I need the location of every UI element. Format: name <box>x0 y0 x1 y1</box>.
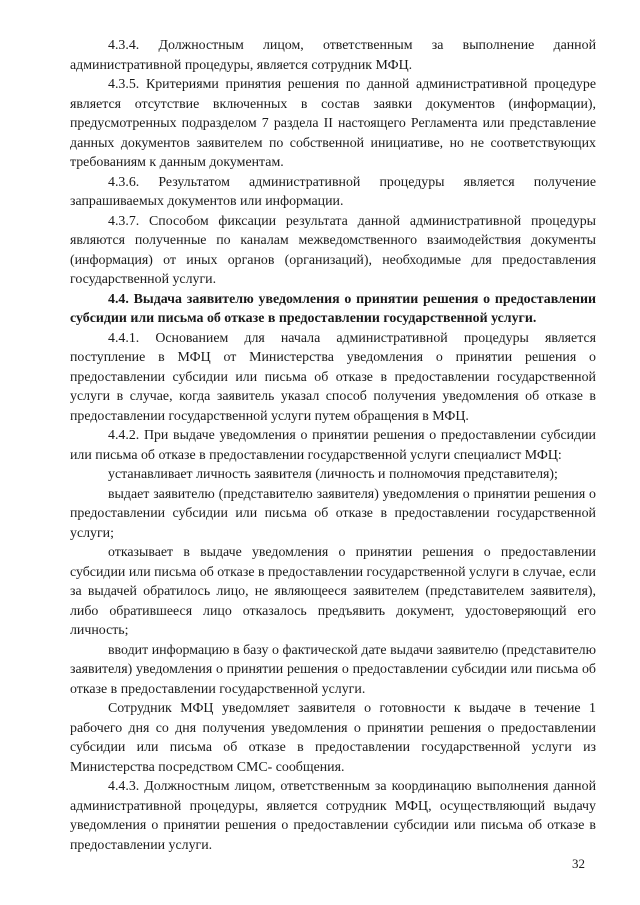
page-number: 32 <box>572 856 585 871</box>
paragraph-4-3-4: 4.3.4. Должностным лицом, ответственным за выполнение данной административной процедуры, является сотрудник МФЦ. <box>70 38 596 73</box>
paragraph-4-4-2: 4.4.2. При выдаче уведомления о принятии решения о предоставлении субсидии или письма об отказе в предоставлении государственной услуги специалист МФЦ: <box>70 428 596 463</box>
paragraph-4-3-6: 4.3.6. Результатом административной процедуры является получение запрашиваемых документов или информации. <box>70 174 596 209</box>
list-item-identity-check: устанавливает личность заявителя (личность и полномочия представителя); <box>108 467 558 482</box>
paragraph-4-4-1: 4.4.1. Основанием для начала административной процедуры является поступление в МФЦ от Министерства уведомления о принятии решения о предоставлении субсидии или письма об отказе в предоставлении государственной услуги в случае, когда заявитель указал способ получения уведомления об отказе в предоставлении государственной услуги путем обращения в МФЦ. <box>70 330 596 424</box>
list-item-refusal: отказывает в выдаче уведомления о принятии решения о предоставлении субсидии или письма об отказе в предоставлении государственной услуги в случае, если за выдачей обратилось лицо, не являющееся заявителем (представителем заявителя), либо обратившееся лицо отказалось предъявить документ, удостоверяющий его личность; <box>70 545 596 638</box>
paragraph-4-3-5: 4.3.5. Критериями принятия решения по данной административной процедуре является отсутствие включенных в состав заявки документов (информации), предусмотренных подразделом 7 раздела II настоящего Регламента или представление данных документов заявителем по собственной инициативе, но не соответствующих требованиям к данным документам. <box>70 77 596 170</box>
section-heading-4-4: 4.4. Выдача заявителю уведомления о принятии решения о предоставлении субсидии или письма об отказе в предоставлении государственной услуги. <box>70 291 596 326</box>
document-body <box>70 36 596 855</box>
paragraph-4-4-3: 4.4.3. Должностным лицом, ответственным за координацию выполнения данной административной процедуры, является сотрудник МФЦ, осуществляющий выдачу уведомления о принятии решения о предоставлении субсидии или письма об отказе в предоставлении услуги. <box>70 779 596 853</box>
list-item-record-date: вводит информацию в базу о фактической дате выдачи заявителю (представителю заявителя) уведомления о принятии решения о предоставлении субсидии или письма об отказе в предоставлении государственной услуги. <box>70 642 596 697</box>
list-item-issue-notice: выдает заявителю (представителю заявителя) уведомления о принятии решения о предоставлении субсидии или письма об отказе в предоставлении государственной услуги; <box>70 486 596 541</box>
paragraph-4-3-7: 4.3.7. Способом фиксации результата данной административной процедуры являются полученные по каналам межведомственного взаимодействия документы (информация) от иных органов (организаций), необходимые для предоставления государственной услуги. <box>70 213 596 287</box>
paragraph-sms-notification: Сотрудник МФЦ уведомляет заявителя о готовности к выдаче в течение 1 рабочего дня со дня получения уведомления о принятии решения о предоставлении субсидии или письма об отказе в предоставлении государственной услуги из Министерства посредством СМС- сообщения. <box>70 701 596 775</box>
